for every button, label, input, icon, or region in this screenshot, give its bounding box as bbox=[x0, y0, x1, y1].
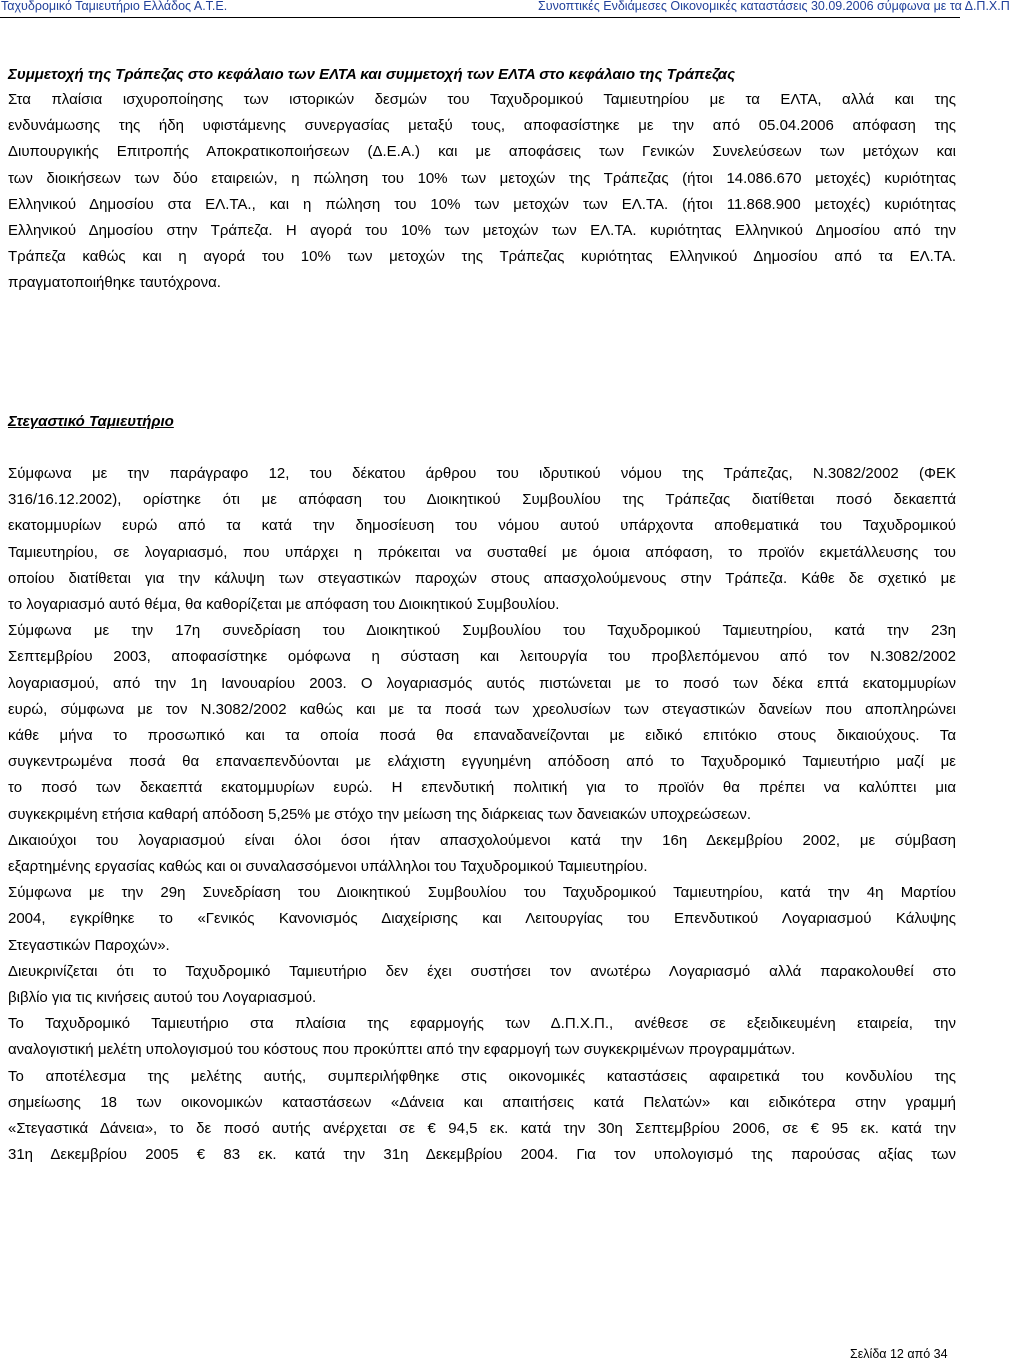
text-line: εκατομμυρίων ευρώ από τα κατά την δημοσίευση του νόμου αυτού υπάρχοντα αποθεματικά του Ταχυδρομικού bbox=[8, 517, 956, 535]
text-line: Τράπεζα καθώς και η αγορά του 10% των μετοχών της Τράπεζας κυριότητας Ελληνικού Δημοσίου από τα ΕΛ.ΤΑ. bbox=[8, 248, 956, 266]
text-line: σημείωσης 18 των οικονομικών καταστάσεων «Δάνεια και απαιτήσεις κατά Πελατών» και ειδικότερα στην γραμμή bbox=[8, 1093, 956, 1111]
section-title-participation: Συμμετοχή της Τράπεζας στο κεφάλαιο των ΕΛΤΑ και συμμετοχή των ΕΛΤΑ στο κεφάλαιο της Τράπεζας bbox=[8, 66, 736, 83]
header-report-title: Συνοπτικές Ενδιάμεσες Οικονομικές καταστάσεις 30.09.2006 σύμφωνα με τα Δ.Π.Χ.Π bbox=[538, 0, 1010, 13]
running-header bbox=[0, 0, 1010, 13]
text-line: το ποσό των δεκαεπτά εκατομμυρίων ευρώ. Η επενδυτική πολιτική για το προϊόν θα πρέπει να καλύπτει μια bbox=[8, 779, 956, 797]
paragraph-participation bbox=[8, 87, 956, 297]
page-number: Σελίδα 12 από 34 bbox=[850, 1347, 948, 1361]
text-line: πραγματοποιήθηκε ταυτόχρονα. bbox=[8, 274, 221, 292]
text-line: το λογαριασμό αυτό θέμα, θα καθορίζεται με απόφαση του Διοικητικού Συμβουλίου. bbox=[8, 596, 560, 614]
text-line: συγκεκριμένη ετήσια καθαρή απόδοση 5,25% με στόχο την μείωση της διάρκειας των δανειακών υποχρεώσεων. bbox=[8, 805, 752, 823]
header-divider bbox=[0, 17, 960, 18]
text-line: 316/16.12.2002), ορίστηκε ότι με απόφαση του Διοικητικού Συμβουλίου της Τράπεζας διατίθεται ποσό δεκαεπτά bbox=[8, 491, 956, 509]
text-line: ευρώ, σύμφωνα με τον Ν.3082/2002 καθώς και με τα ποσά των χρεολυσίων των στεγαστικών δανείων που αποπληρώνει bbox=[8, 700, 956, 718]
text-line: Δικαιούχοι του λογαριασμού είναι όλοι όσοι ήταν απασχολούμενοι κατά την 16η Δεκεμβρίου 2002, με σύμβαση bbox=[8, 831, 956, 849]
text-line: Ελληνικού Δημοσίου στην Τράπεζα. Η αγορά του 10% των μετοχών των ΕΛ.ΤΑ. κυριότητας Ελληνικού Δημοσίου από την bbox=[8, 222, 956, 240]
text-line: Το Ταχυδρομικό Ταμιευτήριο στα πλαίσια της εφαρμογής των Δ.Π.Χ.Π., ανέθεσε σε εξειδικευμένη εταιρεία, την bbox=[8, 1015, 956, 1033]
header-company: Ταχυδρομικό Ταμιευτήριο Ελλάδος Α.Τ.Ε. bbox=[1, 0, 228, 13]
text-line: 31η Δεκεμβρίου 2005 € 83 εκ. κατά την 31η Δεκεμβρίου 2004. Για τον υπολογισμό της παρούσας αξίας των bbox=[8, 1146, 956, 1164]
paragraph-housing-fund bbox=[8, 461, 956, 1168]
text-line: Στεγαστικών Παροχών». bbox=[8, 936, 170, 954]
text-line: των διοικήσεων των δύο εταιρειών, η πώληση του 10% των μετοχών της Τράπεζας (ήτοι 14.086.670 μετοχές) κυριότητας bbox=[8, 169, 956, 187]
text-line: Σεπτεμβρίου 2003, αποφασίστηκε ομόφωνα η σύσταση και λειτουργία του προβλεπόμενου από τον Ν.3082/2002 bbox=[8, 648, 956, 666]
text-line: Σύμφωνα με την 29η Συνεδρίαση του Διοικητικού Συμβουλίου του Ταχυδρομικού Ταμιευτηρίου, κατά την 4η Μαρτίου bbox=[8, 884, 956, 902]
text-line: Ταμιευτηρίου, σε λογαριασμό, που υπάρχει η πρόκειται να συσταθεί με όμοια απόφαση, το προϊόν εκμετάλλευσης του bbox=[8, 543, 956, 561]
text-line: Το αποτέλεσμα της μελέτης αυτής, συμπεριλήφθηκε στις οικονομικές καταστάσεις αφαιρετικά του κονδυλίου της bbox=[8, 1067, 956, 1085]
text-line: εξαρτημένης εργασίας καθώς και οι συναλασσόμενοι υπάλληλοι του Ταχυδρομικού Ταμιευτηρίου. bbox=[8, 858, 648, 876]
text-line: βιβλίο για τις κινήσεις αυτού του Λογαριασμού. bbox=[8, 989, 317, 1007]
section-title-housing-fund: Στεγαστικό Ταμιευτήριο bbox=[8, 413, 174, 430]
text-line: Ελληνικού Δημοσίου στα ΕΛ.ΤΑ., και η πώληση του 10% των μετοχών των ΕΛ.ΤΑ. (ήτοι 11.868.900 μετοχές) κυριότητας bbox=[8, 195, 956, 213]
text-line: Διευκρινίζεται ότι το Ταχυδρομικό Ταμιευτήριο δεν έχει συστήσει τον ανωτέρω Λογαριασμό αλλά παρακολουθεί στο bbox=[8, 962, 956, 980]
text-line: «Στεγαστικά Δάνεια», το δε ποσό αυτής ανέρχεται σε € 94,5 εκ. κατά την 30η Σεπτεμβρίου 2006, σε € 95 εκ. κατά την bbox=[8, 1120, 956, 1138]
text-line: κάθε μήνα το προσωπικό και τα οποία ποσά θα επαναδανείζονται με ειδικό επιτόκιο στους δικαιούχους. Τα bbox=[8, 727, 956, 745]
text-line: λογαριασμού, από την 1η Ιανουαρίου 2003. Ο λογαριασμός αυτός πιστώνεται με το ποσό των δέκα επτά εκατομμυρίων bbox=[8, 674, 956, 692]
text-line: συγκεντρωμένα ποσά θα επαναεπενδύονται με ελάχιστη εγγυημένη απόδοση από το Ταχυδρομικό Ταμιευτήριο μαζί με bbox=[8, 753, 956, 771]
text-line: Σύμφωνα με την 17η συνεδρίαση του Διοικητικού Συμβουλίου του Ταχυδρομικού Ταμιευτηρίου, κατά την 23η bbox=[8, 622, 956, 640]
text-line: Στα πλαίσια ισχυροποίησης των ιστορικών δεσμών του Ταχυδρομικού Ταμιευτηρίου με τα ΕΛΤΑ, αλλά και της bbox=[8, 91, 956, 108]
text-line: Διυπουργικής Επιτροπής Αποκρατικοποιήσεων (Δ.Ε.Α.) και με αποφάσεις των Γενικών Συνελεύσεων των μετόχων και bbox=[8, 143, 956, 161]
text-line: οποίου διατίθεται για την κάλυψη των στεγαστικών παροχών στους απασχολούμενους στην Τράπεζα. Κάθε δε σχετικό με bbox=[8, 569, 956, 587]
text-line: ενδυνάμωσης της ήδη υφιστάμενης συνεργασίας μεταξύ τους, αποφασίστηκε με την από 05.04.2006 απόφαση της bbox=[8, 117, 956, 135]
text-line: Σύμφωνα με την παράγραφο 12, του δέκατου άρθρου του ιδρυτικού νόμου της Τράπεζας, Ν.3082/2002 (ΦΕΚ bbox=[8, 465, 956, 482]
text-line: αναλογιστική μελέτη υπολογισμού του κόστους που προκύπτει από την εφαρμογή των συγκεκριμένων προγραμμάτων. bbox=[8, 1041, 796, 1059]
text-line: 2004, εγκρίθηκε το «Γενικός Κανονισμός Διαχείρισης και Λειτουργίας του Επενδυτικού Λογαριασμού Κάλυψης bbox=[8, 910, 956, 928]
